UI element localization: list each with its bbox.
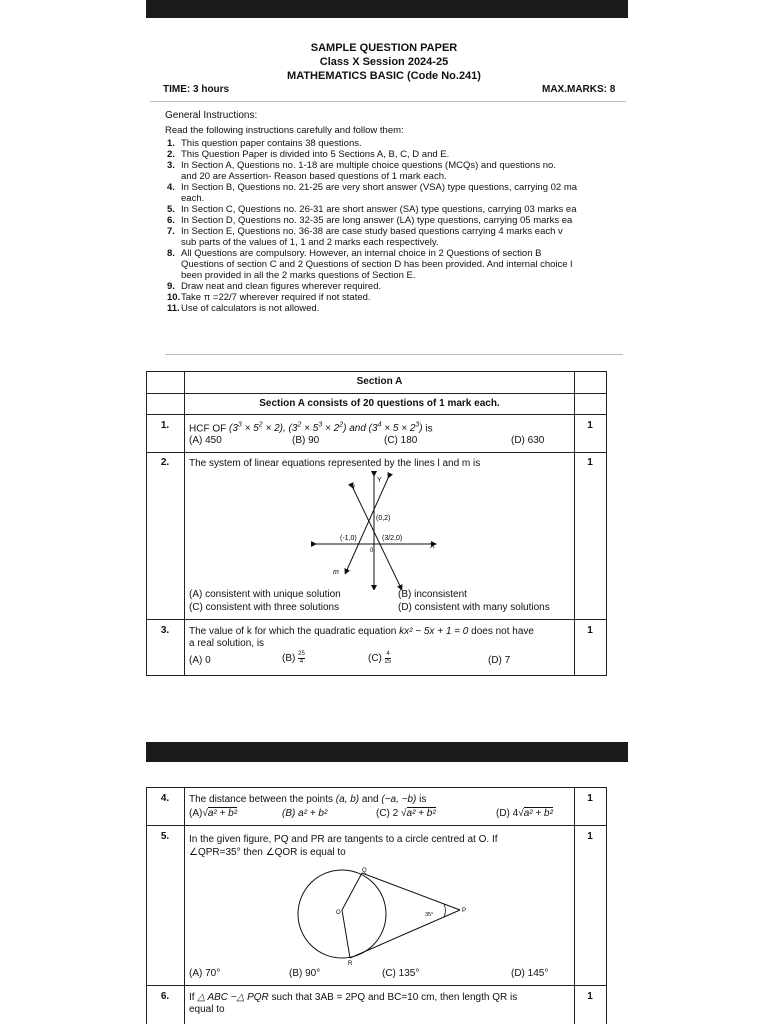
instructions-divider [165,354,623,355]
instruction-item [167,281,625,292]
instruction-item [167,138,625,149]
paper-title: SAMPLE QUESTION PAPER [310,42,458,54]
marks: 1 [587,991,593,1002]
question-number: 4. [160,793,170,804]
option-d: (D) 630 [511,435,545,446]
tangent-circle-figure [292,866,472,966]
instruction-number: 4. [167,182,175,193]
question-number: 5. [160,831,170,842]
instruction-text: In Section A, Questions no. 1-18 are multiple choice questions (MCQs) and questions no. [181,160,556,171]
instruction-text: In Section E, Questions no. 36-38 are case study based questions carrying 4 marks each v [181,226,563,237]
instruction-item [167,182,625,193]
question-text-line2: ∠QPR=35° then ∠QOR is equal to [189,847,346,858]
radius-oq [342,873,362,910]
label-point-3-2-0: (3/2,0) [382,535,403,542]
instruction-item [167,292,625,303]
instruction-number: 5. [167,204,175,215]
fraction: $\frac{25}{4}$ [298,651,305,665]
instruction-item: sub parts of the values of 1, 1 and 2 marks each respectively. [181,237,439,248]
instructions-title: General Instructions: [165,110,258,121]
marks: 1 [587,831,593,842]
tangent-pr [350,910,460,958]
question-text: The distance between the points (a, b) and (−a, −b) is [189,794,427,805]
option-c: (C) consistent with three solutions [189,602,340,613]
marks: 1 [587,457,593,468]
option-b: (B) 90 [292,435,320,446]
instruction-text: Use of calculators is not allowed. [181,303,320,314]
label-p: P [462,908,467,914]
label-x: X [430,543,435,550]
instructions-list [167,138,625,314]
instruction-item [167,215,625,226]
option-c: (C) 135° [382,968,420,979]
instruction-item: Questions of section C and 2 Questions of section D has been provided. And internal choice l [181,259,573,270]
label-l: l [353,485,355,492]
option-c: (C) $\frac{4}{25}$ [368,651,392,665]
time-label: TIME: 3 hours [163,84,230,95]
instruction-text: This question paper contains 38 questions. [181,138,362,149]
question-text: If △ ABC ~△ PQR such that 3AB = 2PQ and BC=10 cm, then length QR is [189,992,518,1003]
option-a: (A) consistent with unique solution [189,589,341,600]
question-text: The value of k for which the quadratic equation kx² − 5x + 1 = 0 does not have [189,626,534,637]
header-divider [150,101,626,102]
option-a: (A) 70° [189,968,221,979]
option-c: (C) 180 [384,435,418,446]
instruction-text: In Section C, Questions no. 26-31 are short answer (SA) type questions, carrying 03 marks ea [181,204,577,215]
instruction-text: All Questions are compulsory. However, an internal choice in 2 Questions of section B [181,248,542,259]
angle-arc [444,904,445,917]
circle [298,870,386,958]
label-origin: 0 [370,548,374,554]
option-a: (A)√a² + b² [189,808,238,819]
section-title: Section A [356,376,403,387]
instruction-text: This Question Paper is divided into 5 Sections A, B, C, D and E. [181,149,450,160]
label-y: Y [377,477,382,484]
marks: 1 [587,625,593,636]
label-q: Q [362,868,367,874]
marks: 1 [587,793,593,804]
question-text-line2: a real solution, is [189,638,265,649]
instruction-item: been provided in all the 2 marks questions of Section E. [181,270,416,281]
instruction-number: 7. [167,226,175,237]
instruction-item [167,160,625,171]
lines-graph-figure [306,470,446,590]
instruction-text: Draw neat and clean figures wherever required. [181,281,382,292]
label-m: m [333,569,339,576]
instruction-item [167,149,625,160]
option-a: (A) 0 [189,655,211,666]
option-d: (D) 7 [488,655,511,666]
option-b: (B) inconsistent [398,589,467,600]
marks: 1 [587,420,593,431]
question-text: HCF OF $(3^3 \times 5^2 \times 2)$, $(3^2 \times 5^3 \times 2^2)$ and $(3^4 \times 5 \times 2^3)$ is [189,422,433,435]
top-black-bar [146,0,628,18]
label-point-neg1-0: (-1,0) [340,535,357,542]
question-number: 2. [160,457,170,468]
instruction-number: 8. [167,248,175,259]
instruction-number: 3. [167,160,175,171]
label-o: O [336,910,341,916]
radius-or [342,910,350,958]
instruction-item: and 20 are Assertion- Reason based questions of 1 mark each. [181,171,447,182]
instruction-item: each. [181,193,205,204]
option-d: (D) 145° [511,968,549,979]
instruction-text: In Section B, Questions no. 21-25 are very short answer (VSA) type questions, carrying 02 ma [181,182,578,193]
instruction-number: 11. [167,303,180,314]
option-d: (D) consistent with many solutions [398,602,550,613]
instruction-item [167,303,625,314]
question-text-line2: equal to [189,1004,225,1015]
option-b: (B) $\frac{25}{4}$ [282,651,305,665]
option-b: (B) 90° [289,968,321,979]
option-a: (A) 450 [189,435,222,446]
subject-code: MATHEMATICS BASIC (Code No.241) [287,70,481,82]
instruction-item [167,226,625,237]
option-d: (D) 4√a² + b² [496,808,553,819]
instruction-number: 1. [167,138,175,149]
max-marks-label: MAX.MARKS: 8 [542,84,616,95]
label-r: R [348,961,353,966]
instruction-text: In Section D, Questions no. 32-35 are long answer (LA) type questions, carrying 05 marks ea [181,215,573,226]
label-point-0-2: (0,2) [376,515,391,522]
option-b: (B) a² + b² [282,808,328,819]
instruction-number: 2. [167,149,175,160]
instruction-number: 10. [167,292,181,303]
class-session: Class X Session 2024-25 [319,56,449,68]
section-subtitle: Section A consists of 20 questions of 1 mark each. [259,398,500,409]
instruction-text: Take π =22/7 wherever required if not stated. [181,292,371,303]
question-text: The system of linear equations represented by the lines l and m is [189,458,481,469]
label-angle: 35° [425,912,434,918]
question-number: 1. [160,420,170,431]
question-text: In the given figure, PQ and PR are tangents to a circle centred at O. If [189,834,498,845]
instructions-intro: Read the following instructions carefully and follow them: [165,125,404,136]
option-c: (C) 2 √a² + b² [376,808,436,819]
instruction-item [167,204,625,215]
page-break-bar [146,742,628,762]
instruction-number: 6. [167,215,175,226]
question-number: 6. [160,991,170,1002]
question-number: 3. [160,625,170,636]
instruction-number: 9. [167,281,175,292]
instruction-item [167,248,625,259]
fraction: $\frac{4}{25}$ [384,651,392,665]
tangent-pq [362,873,460,910]
